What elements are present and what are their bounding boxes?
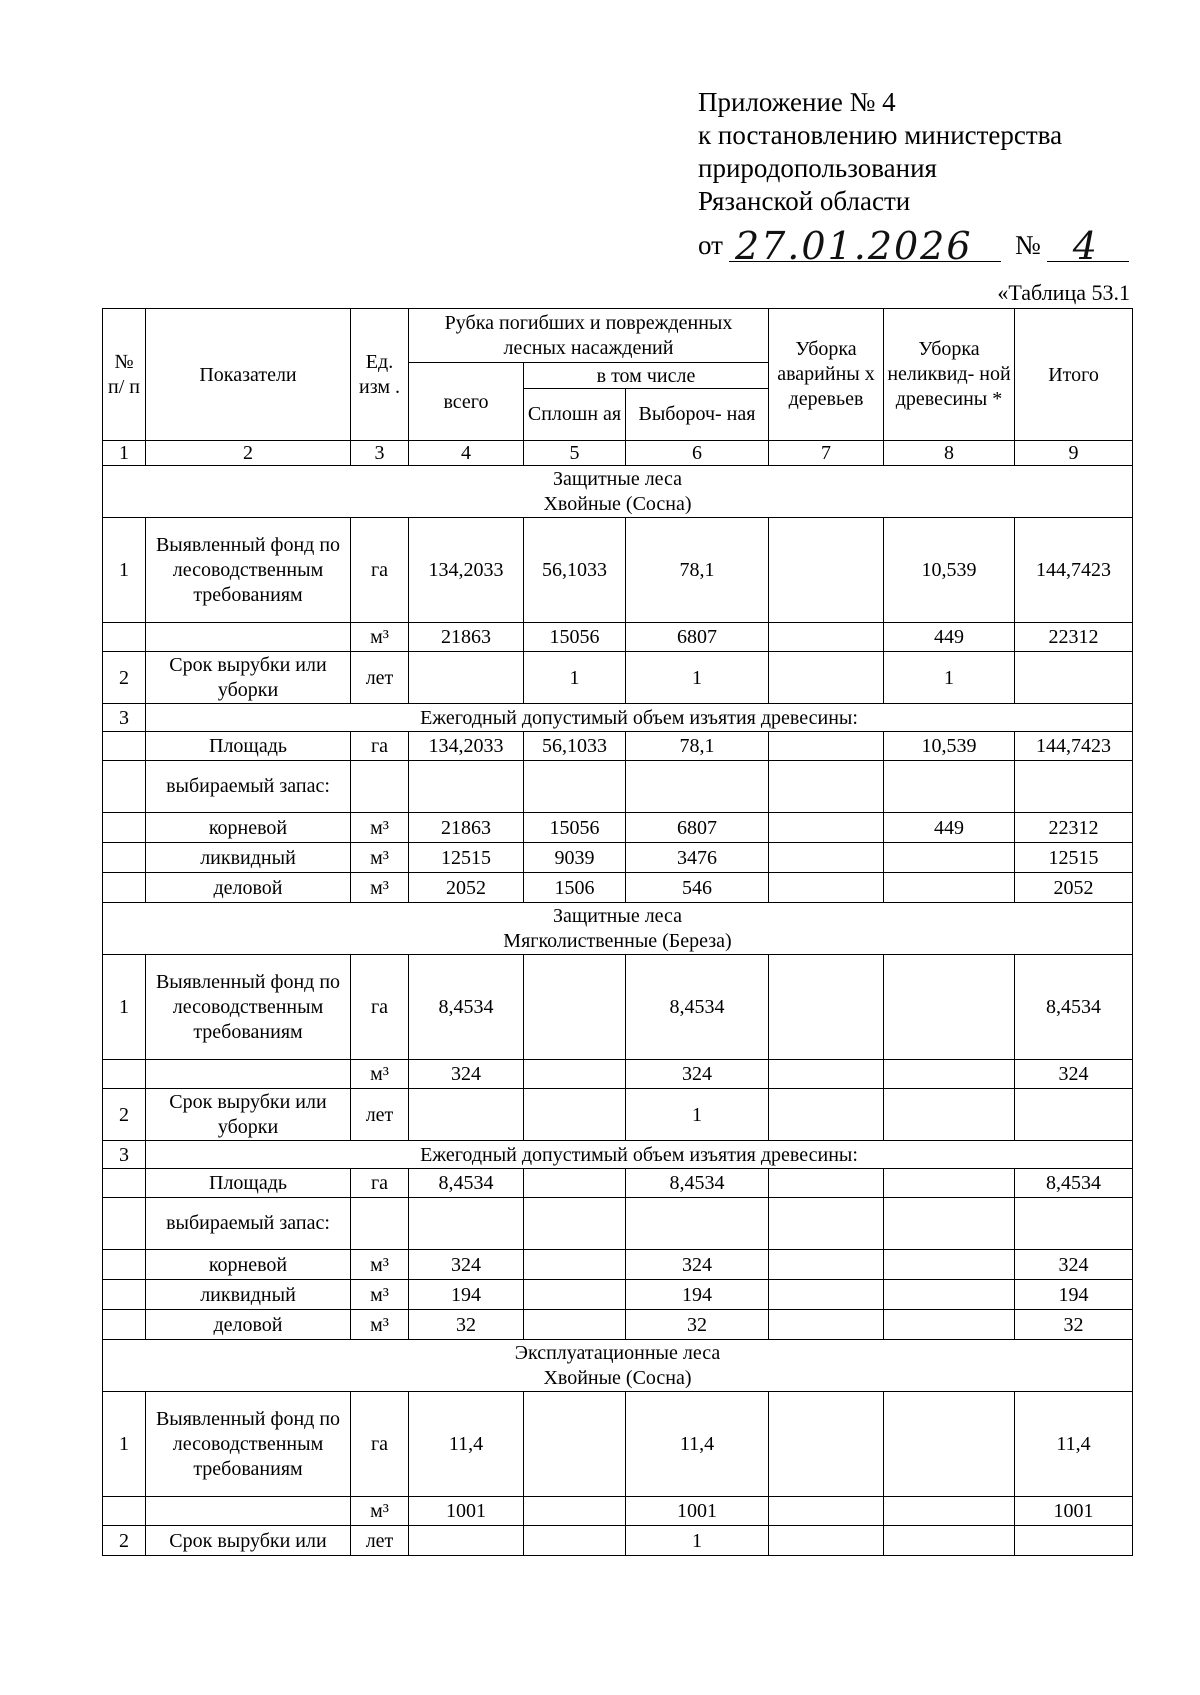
- value-cell: [884, 1250, 1015, 1280]
- value-cell: [769, 623, 884, 652]
- unit-cell: га: [351, 1169, 409, 1198]
- section-title-row: [103, 466, 1133, 518]
- value-cell: [409, 761, 524, 813]
- value-cell: [409, 652, 524, 704]
- value-cell: 324: [409, 1060, 524, 1089]
- row-number: [103, 1250, 146, 1280]
- value-cell: [1015, 652, 1133, 704]
- indicator-label: [146, 1497, 351, 1526]
- value-cell: 324: [626, 1250, 769, 1280]
- appendix-line-3: природопользования: [698, 153, 937, 183]
- header-emergency: Уборка аварийны х деревьев: [769, 309, 884, 441]
- indicator-label: ликвидный: [146, 843, 351, 873]
- col-number: 1: [103, 441, 146, 466]
- value-cell: 144,7423: [1015, 732, 1133, 761]
- row-number: [103, 843, 146, 873]
- unit-cell: га: [351, 732, 409, 761]
- value-cell: 11,4: [409, 1392, 524, 1497]
- header-including: в том числе: [524, 363, 769, 389]
- value-cell: [769, 761, 884, 813]
- row-number: 3: [103, 704, 146, 732]
- value-cell: 449: [884, 813, 1015, 843]
- value-cell: 22312: [1015, 813, 1133, 843]
- value-cell: [626, 1198, 769, 1250]
- col-number: 9: [1015, 441, 1133, 466]
- date-prefix: от: [698, 230, 723, 260]
- indicator-label: Выявленный фонд по лесоводственным требованиям: [146, 518, 351, 623]
- value-cell: 134,2033: [409, 518, 524, 623]
- col-number: 4: [409, 441, 524, 466]
- section-title-1: Защитные леса: [552, 904, 683, 927]
- value-cell: [1015, 1198, 1133, 1250]
- value-cell: 1001: [409, 1497, 524, 1526]
- value-cell: [524, 1526, 626, 1556]
- indicator-label: корневой: [146, 813, 351, 843]
- value-cell: [1015, 1526, 1133, 1556]
- indicator-label: Площадь: [146, 732, 351, 761]
- row-number: 2: [103, 1089, 146, 1141]
- term-row: [103, 652, 1133, 704]
- value-cell: 324: [1015, 1060, 1133, 1089]
- indicator-label: ликвидный: [146, 1280, 351, 1310]
- term-row: [103, 1526, 1133, 1556]
- value-cell: 8,4534: [409, 955, 524, 1060]
- annual-row: [103, 1141, 1133, 1169]
- value-cell: [1015, 761, 1133, 813]
- value-cell: 21863: [409, 623, 524, 652]
- value-cell: [884, 761, 1015, 813]
- value-cell: [884, 1169, 1015, 1198]
- row-number: [103, 813, 146, 843]
- value-cell: [884, 1526, 1015, 1556]
- value-cell: 11,4: [1015, 1392, 1133, 1497]
- unit-cell: лет: [351, 652, 409, 704]
- value-cell: 32: [626, 1310, 769, 1340]
- unit-cell: м³: [351, 1250, 409, 1280]
- section-title-2: Хвойные (Сосна): [543, 1366, 692, 1389]
- value-cell: 21863: [409, 813, 524, 843]
- value-cell: 8,4534: [626, 955, 769, 1060]
- value-cell: [769, 732, 884, 761]
- row-number: [103, 732, 146, 761]
- value-cell: 1: [884, 652, 1015, 704]
- indicator-label: Срок вырубки или уборки: [146, 1089, 351, 1141]
- indicator-label: выбираемый запас:: [146, 1198, 351, 1250]
- fund-volume-row: [103, 623, 1133, 652]
- value-cell: [769, 813, 884, 843]
- annual-label: Ежегодный допустимый объем изъятия древесины:: [146, 704, 1133, 732]
- value-cell: 8,4534: [1015, 955, 1133, 1060]
- value-cell: [769, 843, 884, 873]
- header-num: № п/ п: [103, 309, 146, 441]
- value-cell: 22312: [1015, 623, 1133, 652]
- date-field: [729, 224, 1001, 268]
- section-title-1: Эксплуатационные леса: [514, 1341, 721, 1364]
- value-cell: 56,1033: [524, 732, 626, 761]
- row-number: 2: [103, 1526, 146, 1556]
- unit-cell: м³: [351, 873, 409, 903]
- value-cell: [769, 1198, 884, 1250]
- value-cell: 8,4534: [409, 1169, 524, 1198]
- value-cell: [769, 1089, 884, 1141]
- value-cell: [409, 1198, 524, 1250]
- value-cell: [524, 1310, 626, 1340]
- value-cell: 1001: [1015, 1497, 1133, 1526]
- value-cell: 134,2033: [409, 732, 524, 761]
- indicator-label: Срок вырубки или: [146, 1526, 351, 1556]
- value-cell: [884, 1060, 1015, 1089]
- appendix-line-2: к постановлению министерства: [698, 120, 1063, 150]
- row-number: [103, 1169, 146, 1198]
- indicator-label: [146, 1060, 351, 1089]
- value-cell: 12515: [409, 843, 524, 873]
- value-cell: [409, 1089, 524, 1141]
- value-cell: 194: [1015, 1280, 1133, 1310]
- unit-cell: м³: [351, 1280, 409, 1310]
- value-cell: 10,539: [884, 518, 1015, 623]
- value-cell: [769, 1280, 884, 1310]
- value-cell: [884, 955, 1015, 1060]
- section-title-row: [103, 903, 1133, 955]
- value-cell: 194: [626, 1280, 769, 1310]
- root-row: [103, 1250, 1133, 1280]
- header-selective: Выбороч- ная: [626, 389, 769, 441]
- value-cell: [524, 1280, 626, 1310]
- value-cell: [884, 1198, 1015, 1250]
- header-clear: Сплошн ая: [524, 389, 626, 441]
- value-cell: [769, 1060, 884, 1089]
- value-cell: 324: [626, 1060, 769, 1089]
- value-cell: 1: [626, 652, 769, 704]
- value-cell: [409, 1526, 524, 1556]
- value-cell: [524, 1060, 626, 1089]
- unit-cell: м³: [351, 813, 409, 843]
- area-row: [103, 1169, 1133, 1198]
- row-number: 1: [103, 518, 146, 623]
- fund-row: [103, 955, 1133, 1060]
- value-cell: [884, 843, 1015, 873]
- unit-cell: [351, 1198, 409, 1250]
- section-title-1: Защитные леса: [552, 467, 683, 490]
- value-cell: [884, 1089, 1015, 1141]
- header-total: всего: [409, 363, 524, 441]
- value-cell: [524, 1089, 626, 1141]
- col-number: 7: [769, 441, 884, 466]
- value-cell: [524, 955, 626, 1060]
- indicator-label: [146, 623, 351, 652]
- value-cell: 11,4: [626, 1392, 769, 1497]
- value-cell: 2052: [409, 873, 524, 903]
- row-number: [103, 1198, 146, 1250]
- value-cell: 1506: [524, 873, 626, 903]
- unit-cell: м³: [351, 623, 409, 652]
- unit-cell: м³: [351, 843, 409, 873]
- section-title: [103, 1340, 1133, 1392]
- value-cell: 32: [1015, 1310, 1133, 1340]
- value-cell: [524, 761, 626, 813]
- value-cell: [769, 955, 884, 1060]
- value-cell: [769, 1169, 884, 1198]
- section-title-2: Хвойные (Сосна): [543, 492, 692, 515]
- indicator-label: деловой: [146, 873, 351, 903]
- value-cell: 449: [884, 623, 1015, 652]
- liquid-row: [103, 843, 1133, 873]
- area-row: [103, 732, 1133, 761]
- indicator-label: Срок вырубки или уборки: [146, 652, 351, 704]
- value-cell: 144,7423: [1015, 518, 1133, 623]
- value-cell: 3476: [626, 843, 769, 873]
- value-cell: 2052: [1015, 873, 1133, 903]
- value-cell: 32: [409, 1310, 524, 1340]
- row-number: [103, 1497, 146, 1526]
- value-cell: 12515: [1015, 843, 1133, 873]
- unit-cell: лет: [351, 1089, 409, 1141]
- value-cell: 6807: [626, 623, 769, 652]
- value-cell: 1: [626, 1526, 769, 1556]
- value-cell: 78,1: [626, 518, 769, 623]
- header-felling-group: Рубка погибших и поврежденных лесных насаждений: [409, 309, 769, 363]
- row-number: 3: [103, 1141, 146, 1169]
- col-number: 5: [524, 441, 626, 466]
- unit-cell: га: [351, 1392, 409, 1497]
- stock-row: [103, 1198, 1133, 1250]
- appendix-line-4: Рязанской области: [698, 186, 911, 216]
- value-cell: [1015, 1089, 1133, 1141]
- col-number: 3: [351, 441, 409, 466]
- header-unit: Ед. изм .: [351, 309, 409, 441]
- value-cell: [769, 873, 884, 903]
- section-title-row: [103, 1340, 1133, 1392]
- value-cell: 1: [626, 1089, 769, 1141]
- value-cell: 194: [409, 1280, 524, 1310]
- stock-row: [103, 761, 1133, 813]
- row-number: 1: [103, 1392, 146, 1497]
- fund-volume-row: [103, 1060, 1133, 1089]
- fund-row: [103, 1392, 1133, 1497]
- section-title: [103, 903, 1133, 955]
- row-number: [103, 1280, 146, 1310]
- annual-label: Ежегодный допустимый объем изъятия древесины:: [146, 1141, 1133, 1169]
- col-number: 2: [146, 441, 351, 466]
- unit-cell: лет: [351, 1526, 409, 1556]
- fund-volume-row: [103, 1497, 1133, 1526]
- row-number: 2: [103, 652, 146, 704]
- value-cell: [769, 1497, 884, 1526]
- indicator-label: Площадь: [146, 1169, 351, 1198]
- table-caption: «Таблица 53.1: [997, 280, 1130, 305]
- handwritten-number: 4: [1072, 224, 1099, 268]
- indicator-label: Выявленный фонд по лесоводственным требованиям: [146, 955, 351, 1060]
- value-cell: [769, 1310, 884, 1340]
- root-row: [103, 813, 1133, 843]
- header-indicators: Показатели: [146, 309, 351, 441]
- value-cell: [884, 873, 1015, 903]
- unit-cell: [351, 761, 409, 813]
- annual-row: [103, 704, 1133, 732]
- appendix-line-1: Приложение № 4: [698, 87, 896, 117]
- value-cell: 1: [524, 652, 626, 704]
- indicator-label: деловой: [146, 1310, 351, 1340]
- value-cell: [524, 1392, 626, 1497]
- handwritten-date: 27.01.2026: [734, 224, 973, 268]
- value-cell: 78,1: [626, 732, 769, 761]
- row-number: 1: [103, 955, 146, 1060]
- term-row: [103, 1089, 1133, 1141]
- value-cell: [884, 1392, 1015, 1497]
- value-cell: 15056: [524, 813, 626, 843]
- value-cell: 324: [1015, 1250, 1133, 1280]
- number-prefix: №: [1014, 230, 1041, 260]
- row-number: [103, 873, 146, 903]
- date-number-line: [698, 218, 1178, 268]
- value-cell: 1001: [626, 1497, 769, 1526]
- value-cell: [769, 1392, 884, 1497]
- value-cell: [524, 1250, 626, 1280]
- indicator-label: корневой: [146, 1250, 351, 1280]
- liquid-row: [103, 1280, 1133, 1310]
- value-cell: [524, 1169, 626, 1198]
- header-itogo: Итого: [1015, 309, 1133, 441]
- indicator-label: выбираемый запас:: [146, 761, 351, 813]
- unit-cell: м³: [351, 1310, 409, 1340]
- col-number: 6: [626, 441, 769, 466]
- value-cell: 15056: [524, 623, 626, 652]
- value-cell: [769, 652, 884, 704]
- value-cell: [884, 1310, 1015, 1340]
- value-cell: 546: [626, 873, 769, 903]
- value-cell: 8,4534: [626, 1169, 769, 1198]
- value-cell: [626, 761, 769, 813]
- value-cell: 9039: [524, 843, 626, 873]
- value-cell: [769, 1526, 884, 1556]
- value-cell: 324: [409, 1250, 524, 1280]
- business-row: [103, 1310, 1133, 1340]
- value-cell: [884, 1497, 1015, 1526]
- number-field: [1047, 224, 1129, 268]
- value-cell: 56,1033: [524, 518, 626, 623]
- value-cell: [769, 518, 884, 623]
- row-number: [103, 623, 146, 652]
- unit-cell: м³: [351, 1060, 409, 1089]
- fund-row: [103, 518, 1133, 623]
- column-number-row: [103, 441, 1133, 466]
- forest-table: [102, 308, 1133, 1556]
- appendix-block: [698, 86, 1178, 268]
- header-illiquid: Уборка неликвид- ной древесины *: [884, 309, 1015, 441]
- indicator-label: Выявленный фонд по лесоводственным требованиям: [146, 1392, 351, 1497]
- row-number: [103, 1310, 146, 1340]
- unit-cell: м³: [351, 1497, 409, 1526]
- unit-cell: га: [351, 955, 409, 1060]
- value-cell: [884, 1280, 1015, 1310]
- section-title: [103, 466, 1133, 518]
- value-cell: [769, 1250, 884, 1280]
- col-number: 8: [884, 441, 1015, 466]
- value-cell: 8,4534: [1015, 1169, 1133, 1198]
- row-number: [103, 1060, 146, 1089]
- value-cell: [524, 1198, 626, 1250]
- row-number: [103, 761, 146, 813]
- section-title-2: Мягколиственные (Береза): [503, 929, 732, 952]
- value-cell: [524, 1497, 626, 1526]
- value-cell: 10,539: [884, 732, 1015, 761]
- unit-cell: га: [351, 518, 409, 623]
- value-cell: 6807: [626, 813, 769, 843]
- business-row: [103, 873, 1133, 903]
